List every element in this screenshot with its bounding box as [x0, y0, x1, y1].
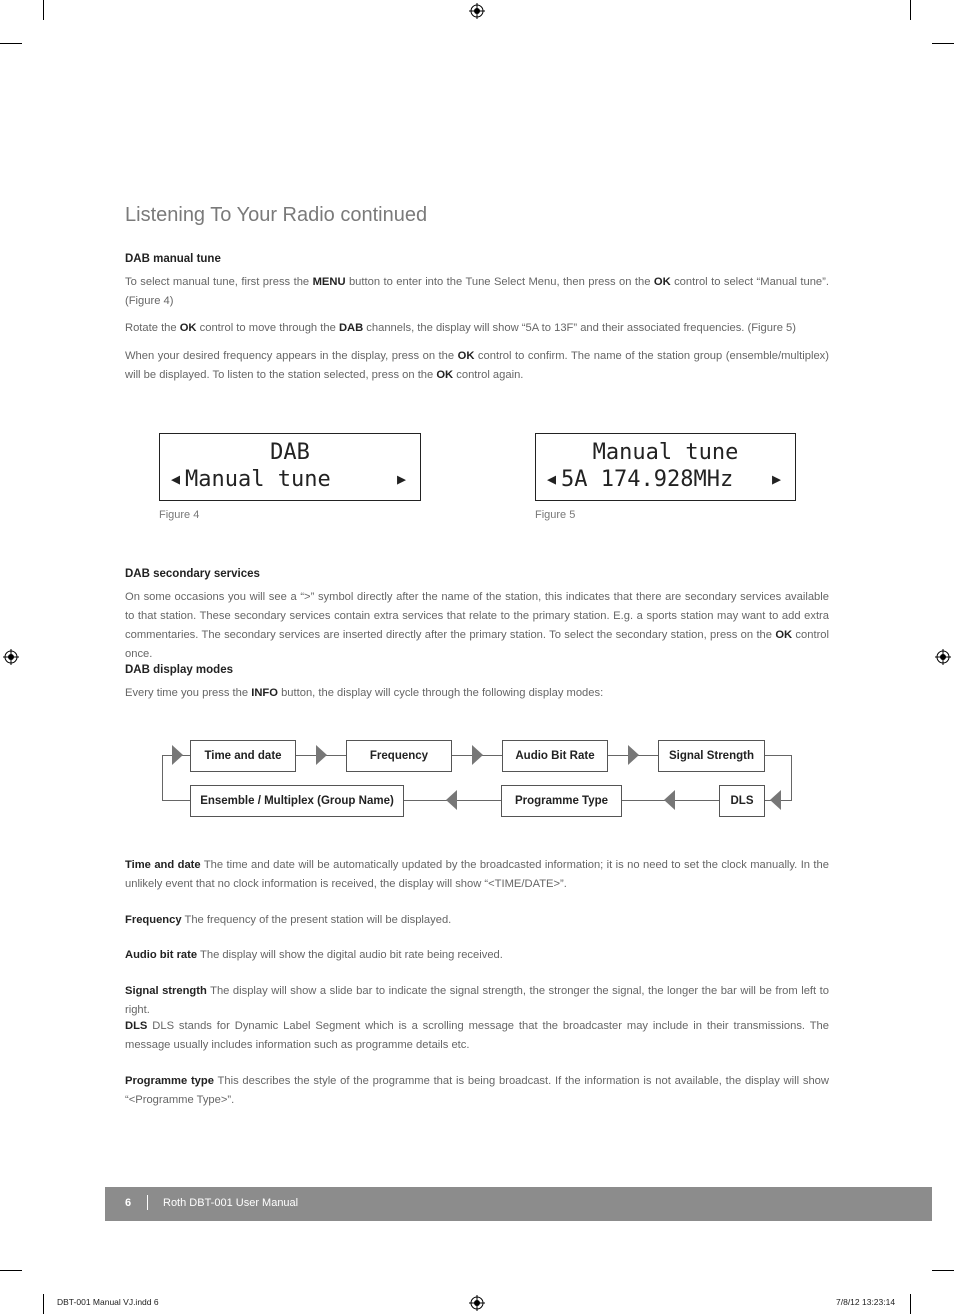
lcd-display-figure-4	[159, 433, 421, 501]
flow-box-ensemble: Ensemble / Multiplex (Group Name)	[190, 785, 404, 817]
text-run: control again.	[453, 369, 524, 381]
definition-term: Signal strength	[125, 985, 207, 997]
flow-box-frequency: Frequency	[346, 740, 452, 772]
manual-tune-heading: DAB manual tune	[125, 253, 221, 265]
text-run: When your desired frequency appears in the display, press on the	[125, 350, 458, 362]
definition-frequency	[125, 911, 829, 930]
crop-mark	[932, 43, 954, 44]
page-title: Listening To Your Radio continued	[125, 204, 428, 226]
bold-run: OK	[653, 276, 671, 288]
secondary-services-heading: DAB secondary services	[125, 568, 260, 580]
flow-box-audio-bit-rate: Audio Bit Rate	[502, 740, 608, 772]
arrow-right-icon	[628, 745, 639, 765]
crop-mark	[0, 43, 22, 44]
footer-title: Roth DBT-001 User Manual	[163, 1197, 299, 1209]
definition-text: The time and date will be automatically updated by the broadcasted information; it is no need to set the clock manually. In the unlikely event that no clock information is received, the display will show “<TIME/DATE>”.	[125, 859, 829, 890]
crop-mark	[932, 1270, 954, 1271]
arrow-left-icon: ◀	[547, 470, 557, 488]
connector-line	[162, 755, 163, 801]
bold-run: OK	[179, 322, 197, 334]
arrow-left-icon	[770, 790, 781, 810]
slug-timestamp: 7/8/12 13:23:14	[836, 1297, 896, 1307]
arrow-right-icon: ▶	[772, 470, 782, 488]
secondary-services-paragraph	[125, 588, 829, 664]
definition-term: Programme type	[125, 1075, 214, 1087]
text-run: Rotate the	[125, 322, 180, 334]
lcd-line-1: Manual tune	[592, 440, 739, 465]
definition-time-and-date	[125, 856, 829, 894]
arrow-right-icon: ▶	[397, 470, 407, 488]
definition-term: Frequency	[125, 914, 182, 926]
flow-box-time-and-date: Time and date	[190, 740, 296, 772]
bold-run: OK	[436, 369, 454, 381]
figure-caption: Figure 4	[159, 509, 200, 521]
slug-filename: DBT-001 Manual VJ.indd 6	[57, 1297, 159, 1307]
flow-box-dls: DLS	[719, 785, 765, 817]
definition-audio-bit-rate	[125, 946, 829, 965]
arrow-left-icon	[446, 790, 457, 810]
definition-signal-strength	[125, 982, 829, 1020]
bold-run: DAB	[338, 322, 364, 334]
footer-divider	[147, 1195, 148, 1210]
figure-caption: Figure 5	[535, 509, 576, 521]
text-run: To select manual tune, first press the	[125, 276, 313, 288]
definition-term: DLS	[125, 1020, 148, 1032]
text-run: button to enter into the Tune Select Menu, then press on the	[345, 276, 654, 288]
display-modes-heading: DAB display modes	[125, 664, 233, 676]
flow-box-programme-type: Programme Type	[501, 785, 622, 817]
lcd-display-figure-5	[535, 433, 796, 501]
page-number: 6	[125, 1197, 132, 1209]
registration-mark-icon	[469, 3, 485, 19]
arrow-right-icon	[316, 745, 327, 765]
registration-mark-icon	[935, 649, 951, 665]
connector-line	[791, 755, 792, 801]
definition-term: Time and date	[125, 859, 201, 871]
manual-tune-paragraph-2	[125, 319, 829, 338]
crop-mark	[0, 1270, 22, 1271]
arrow-right-icon	[172, 745, 183, 765]
lcd-line-1: DAB	[270, 440, 310, 465]
arrow-left-icon: ◀	[171, 470, 181, 488]
display-modes-paragraph	[125, 684, 829, 703]
registration-mark-icon	[469, 1295, 485, 1311]
text-run: button, the display will cycle through the following display modes:	[277, 687, 604, 699]
definition-term: Audio bit rate	[125, 949, 198, 961]
definition-text: This describes the style of the programme that is being broadcast. If the information is not available, the display will show “<Programme Type>”.	[125, 1075, 829, 1106]
bold-run: OK	[457, 350, 475, 362]
crop-mark	[43, 0, 44, 20]
definition-text: The display will show the digital audio bit rate being received.	[197, 949, 503, 961]
manual-tune-paragraph-3	[125, 347, 829, 385]
crop-mark	[43, 1294, 44, 1314]
arrow-left-icon	[664, 790, 675, 810]
lcd-line-2: 5A 174.928MHz	[561, 467, 734, 492]
definition-text: DLS stands for Dynamic Label Segment which is a scrolling message that the broadcaster may include in their transmissions. The message usually includes information such as programme details etc.	[125, 1020, 829, 1051]
crop-mark	[910, 1294, 911, 1314]
bold-run: MENU	[312, 276, 346, 288]
text-run: On some occasions you will see a “>” symbol directly after the name of the station, this indicates that there are secondary services available to that station. These secondary services contain extra services that relate to the primary station. E.g. a sports station may want to add extra commentaries. The secondary services are inserted directly after the primary station. To select the secondary station, press on the	[125, 591, 829, 641]
text-run: control to move through the	[196, 322, 339, 334]
definition-programme-type	[125, 1072, 829, 1110]
crop-mark	[910, 0, 911, 20]
bold-run: INFO	[251, 687, 278, 699]
connector-line	[162, 800, 190, 801]
manual-tune-paragraph-1	[125, 273, 829, 311]
text-run: control to confirm. The name of the station group (ensemble/multiplex) will be displayed. To listen to the station selected, press on the	[125, 350, 829, 381]
text-run: Every time you press the	[125, 687, 252, 699]
text-run: control to select “Manual tune”. (Figure 4)	[125, 276, 829, 307]
definition-text: The display will show a slide bar to indicate the signal strength, the stronger the signal, the longer the bar will be from left to right.	[125, 985, 829, 1016]
flow-box-signal-strength: Signal Strength	[658, 740, 765, 772]
registration-mark-icon	[3, 649, 19, 665]
definition-dls	[125, 1017, 829, 1055]
connector-line	[764, 755, 791, 756]
definition-text: The frequency of the present station will be displayed.	[181, 914, 452, 926]
text-run: channels, the display will show “5A to 13F” and their associated frequencies. (Figure 5)	[363, 322, 796, 334]
lcd-line-2: Manual tune	[185, 467, 331, 492]
text-run: control once.	[125, 629, 830, 660]
arrow-right-icon	[472, 745, 483, 765]
page-footer	[105, 1187, 932, 1221]
bold-run: OK	[775, 629, 793, 641]
